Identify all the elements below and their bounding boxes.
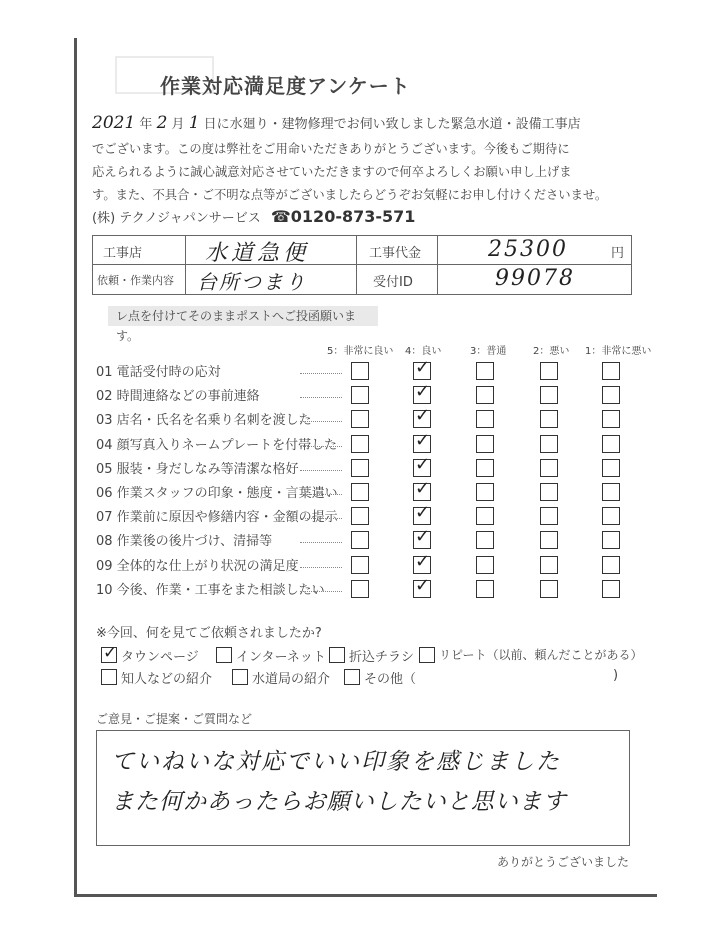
intro-line-3: 応えられるように誠心誠意対応させていただきますので何卒よろしくお願い申し上げま [92,165,572,179]
intro-line-4: す。また、不具合・ご不明な点等がございましたらどうぞお気軽にお申し付けくださいませ。 [92,188,608,202]
question-label: 05 服装・身だしなみ等清潔な格好 [96,462,299,477]
source-checkbox[interactable] [344,669,360,685]
dotted-leader [300,421,342,422]
rating-checkbox-5[interactable] [351,531,369,549]
rating-checkbox-4[interactable] [413,381,431,404]
fee-unit: 円 [611,246,625,261]
page-title: 作業対応満足度アンケート [160,74,411,98]
company-line [92,207,415,226]
fee-label: 工事代金 [369,246,422,261]
intro-line-1: 2021 年 2 月 1 日に水廻り・建物修理でお伺い致しました緊急水道・設備工事店 [92,113,581,133]
question-label: 06 作業スタッフの印象・態度・言葉遣い [96,486,338,501]
rating-checkbox-4[interactable] [413,551,431,574]
rating-checkbox-2[interactable] [540,386,558,404]
question-label: 07 作業前に原因や修繕内容・金額の提示 [96,510,338,525]
comments-box [96,730,630,846]
check-mark: ✓ [415,405,431,426]
check-mark: ✓ [415,357,431,378]
comments-label: ご意見・ご提案・ご質問など [96,712,253,726]
handwritten-year: 2021 [92,113,136,133]
rating-checkbox-3[interactable] [476,386,494,404]
rating-checkbox-3[interactable] [476,531,494,549]
rating-checkbox-3[interactable] [476,580,494,598]
rating-checkbox-4[interactable] [413,526,431,549]
comment-line-2: また何かあったらお願いしたいと思います [111,789,567,815]
rating-checkbox-5[interactable] [351,507,369,525]
intro-line-2: でございます。この度は弊社をご用命いただきありがとうございます。今後もご期待に [92,142,570,156]
rating-checkbox-3[interactable] [476,410,494,428]
check-mark: ✓ [415,478,431,499]
dotted-leader [300,373,342,374]
check-mark: ✓ [415,430,431,451]
source-option-label: タウンページ [121,650,199,665]
rating-checkbox-5[interactable] [351,580,369,598]
rating-checkbox-1[interactable] [602,556,620,574]
rating-checkbox-3[interactable] [476,459,494,477]
source-option-label: 折込チラシ [349,650,415,665]
rating-checkbox-2[interactable] [540,531,558,549]
dotted-leader [300,518,342,519]
rating-checkbox-5[interactable] [351,435,369,453]
shop-value: 水道急便 [205,241,310,266]
dotted-leader [300,397,342,398]
rating-checkbox-2[interactable] [540,435,558,453]
rating-checkbox-3[interactable] [476,507,494,525]
rating-checkbox-2[interactable] [540,459,558,477]
rating-checkbox-2[interactable] [540,483,558,501]
rating-checkbox-2[interactable] [540,580,558,598]
question-label: 01 電話受付時の応対 [96,365,221,380]
id-label: 受付ID [373,275,413,290]
rating-checkbox-1[interactable] [602,362,620,380]
request-value: 台所つまり [197,270,307,294]
rating-checkbox-4[interactable] [413,575,431,598]
thanks-text: ありがとうございました [497,855,630,869]
source-option-label: リピート（以前、頼んだことがある） [439,648,643,662]
rating-checkbox-5[interactable] [351,362,369,380]
dotted-leader [300,470,342,471]
source-checkbox[interactable] [216,647,232,663]
check-mark: ✓ [415,551,431,572]
rating-checkbox-3[interactable] [476,362,494,380]
handwritten-day: 1 [188,113,200,133]
check-mark: ✓ [415,454,431,475]
scale-1: 1：非常に悪い [585,346,652,357]
rating-checkbox-4[interactable] [413,478,431,501]
rating-checkbox-1[interactable] [602,483,620,501]
source-option-label: インターネット [236,650,326,665]
dotted-leader [300,567,342,568]
rating-checkbox-4[interactable] [413,454,431,477]
scale-5: 5：非常に良い [327,346,394,357]
instruction-note: レ点を付けてそのままポストへご投函願います。 [108,306,378,326]
rating-checkbox-5[interactable] [351,556,369,574]
rating-checkbox-1[interactable] [602,410,620,428]
phone-number: ☎0120-873-571 [270,207,416,226]
rating-checkbox-1[interactable] [602,386,620,404]
other-close-paren: ) [613,668,619,683]
question-label: 09 全体的な仕上がり状況の満足度 [96,559,299,574]
rating-checkbox-3[interactable] [476,435,494,453]
shop-label: 工事店 [103,246,143,261]
rating-checkbox-1[interactable] [602,435,620,453]
info-table [92,235,632,295]
rating-checkbox-5[interactable] [351,386,369,404]
check-mark: ✓ [415,526,431,547]
rating-checkbox-4[interactable] [413,430,431,453]
rating-checkbox-5[interactable] [351,410,369,428]
source-option-label: その他（ [364,672,417,687]
rating-checkbox-4[interactable] [413,502,431,525]
source-question: ※今回、何を見てご依頼されましたか? [96,626,322,641]
source-checkbox[interactable] [232,669,248,685]
check-mark: ✓ [415,502,431,523]
rating-checkbox-3[interactable] [476,483,494,501]
source-checkbox[interactable] [329,647,345,663]
scale-4: 4：良い [405,346,442,357]
check-mark: ✓ [103,643,118,663]
dotted-leader [300,591,342,592]
scale-3: 3：普通 [470,346,507,357]
source-option-label: 水道局の紹介 [252,672,331,687]
question-label: 08 作業後の後片づけ、清掃等 [96,534,273,549]
rating-checkbox-2[interactable] [540,410,558,428]
question-label: 03 店名・氏名を名乗り名刺を渡した [96,413,312,428]
rating-checkbox-1[interactable] [602,580,620,598]
comment-line-1: ていねいな対応でいい印象を感じました [111,749,561,775]
rating-checkbox-1[interactable] [602,531,620,549]
id-value: 99078 [495,266,575,291]
rating-checkbox-2[interactable] [540,556,558,574]
check-mark: ✓ [415,381,431,402]
question-label: 04 顔写真入りネームプレートを付帯した [96,438,338,453]
rating-checkbox-1[interactable] [602,507,620,525]
rating-checkbox-2[interactable] [540,362,558,380]
source-checkbox[interactable] [101,669,117,685]
dotted-leader [300,446,342,447]
rating-checkbox-3[interactable] [476,556,494,574]
check-mark: ✓ [415,575,431,596]
rating-checkbox-5[interactable] [351,459,369,477]
dotted-leader [300,542,342,543]
rating-checkbox-2[interactable] [540,507,558,525]
company-name: (株) テクノジャパンサービス [92,211,261,226]
question-label: 10 今後、作業・工事をまた相談したい [96,583,325,598]
source-option-label: 知人などの紹介 [121,672,213,687]
rating-checkbox-1[interactable] [602,459,620,477]
source-checkbox[interactable] [101,643,118,663]
fee-value: 25300 [488,237,568,262]
rating-checkbox-5[interactable] [351,483,369,501]
rating-checkbox-4[interactable] [413,405,431,428]
rating-checkbox-4[interactable] [413,357,431,380]
scale-2: 2：悪い [533,346,570,357]
request-label: 依頼・作業内容 [97,274,174,287]
dotted-leader [300,494,342,495]
source-checkbox[interactable] [419,647,435,663]
question-label: 02 時間連絡などの事前連絡 [96,389,260,404]
handwritten-month: 2 [156,113,168,133]
